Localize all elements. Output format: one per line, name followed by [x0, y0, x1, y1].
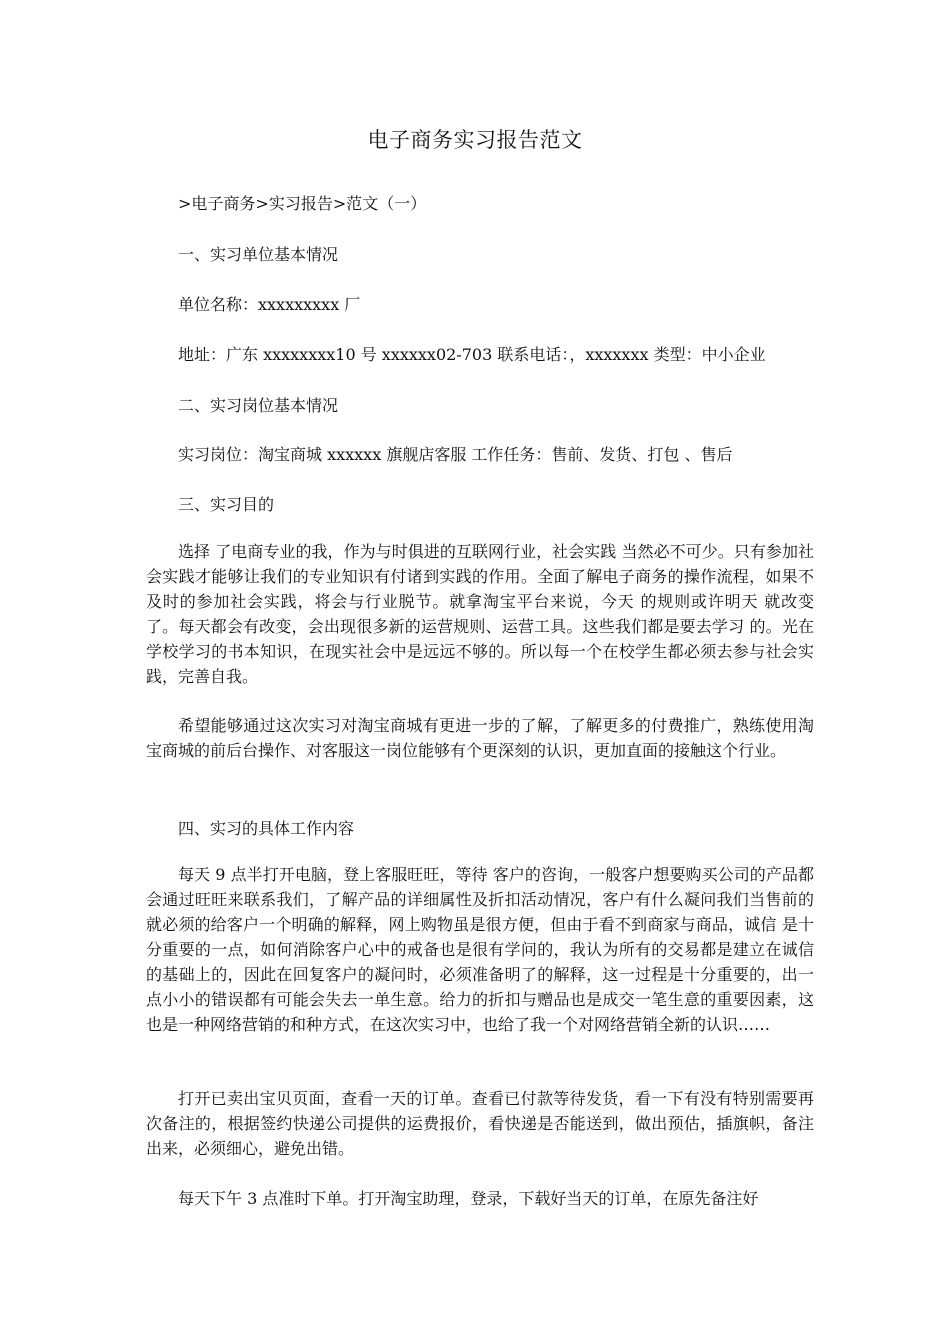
work-paragraph-1: 每天 9 点半打开电脑，登上客服旺旺，等待 客户的咨询，一般客户想要购买公司的产品都会通过旺旺来联系我们，了解产品的详细属性及折扣活动情况，客户有什么凝问我们当售前的就必须的给客户一个明确的解释，网上购物虽是很方便，但由于看不到商家与商品，诚信 是十分重要的一点，如何消除客户心中的戒备也是很有学问的，我认为所有的交易都是建立在诚信的基础上的，因此在回复客户的凝问时，必须准备明了的解释，这一过程是十分重要的，出一点小小的错误都有可能会失去一单生意。给力的折扣与赠品也是成交一笔生意的重要因素，这也是一种网络营销的和种方式，在这次实习中，也给了我一个对网络营销全新的认识……	[146, 865, 814, 1034]
work-paragraph-3: 每天下午 3 点准时下单。打开淘宝助理，登录，下载好当天的订单，在原先备注好	[178, 1189, 759, 1208]
section-heading-position-info: 二、实习岗位基本情况	[178, 396, 339, 415]
section-heading-work-content: 四、实习的具体工作内容	[178, 819, 355, 838]
breadcrumb: >电子商务>实习报告>范文（一）	[178, 194, 427, 213]
position-line: 实习岗位：淘宝商城 xxxxxx 旗舰店客服 工作任务：售前、发货、打包 、售后	[178, 445, 733, 464]
section-heading-unit-info: 一、实习单位基本情况	[178, 245, 339, 264]
purpose-paragraph-2: 希望能够通过这次实习对淘宝商城有更进一步的了解，了解更多的付费推广，熟练使用淘宝商城的前后台操作、对客服这一岗位能够有个更深刻的认识，更加直面的接触这个行业。	[146, 716, 814, 760]
unit-name-line: 单位名称：xxxxxxxxx 厂	[178, 295, 361, 314]
work-paragraph-2: 打开已卖出宝贝页面，查看一天的订单。查看已付款等待发货，看一下有没有特别需要再次备注的，根据签约快递公司提供的运费报价，看快递是否能送到，做出预估，插旗帜，备注出来，必须细心，避免出错。	[146, 1089, 814, 1158]
address-line: 地址：广东 xxxxxxxx10 号 xxxxxx02-703 联系电话：，xxxxxxx 类型：中小企业	[178, 345, 766, 364]
purpose-paragraph-1: 选择 了电商专业的我，作为与时俱进的互联网行业，社会实践 当然必不可少。只有参加社会实践才能够让我们的专业知识有付诸到实践的作用。全面了解电子商务的操作流程，如果不及时的参加社会实践，将会与行业脱节。就拿淘宝平台来说，今天 的规则或许明天 就改变 了。每天都会有改变，会出现很多新的运营规则、运营工具。这些我们都是要去学习 的。光在学校学习的书本知识，在现实社会中是远远不够的。所以每一个在校学生都必须去参与社会实践，完善自我。	[146, 542, 814, 686]
document-title: 电子商务实习报告范文	[367, 128, 583, 152]
section-heading-purpose: 三、实习目的	[178, 495, 275, 514]
